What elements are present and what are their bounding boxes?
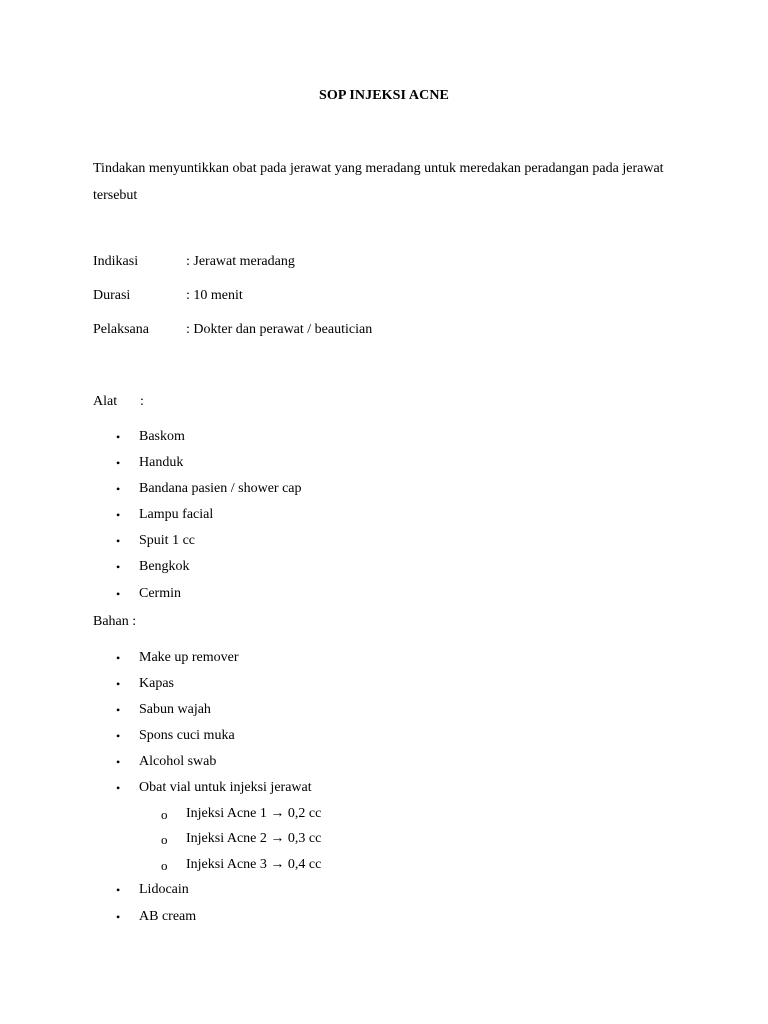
bullet-icon: • [116, 482, 121, 496]
sub-bullet-icon: o [161, 858, 168, 873]
sub-list-item: Injeksi Acne 3 → 0,4 cc [186, 857, 322, 872]
detail-row-pelaksana [93, 322, 372, 338]
sub-list-item: Injeksi Acne 1 → 0,2 cc [186, 806, 322, 821]
bullet-icon: • [116, 560, 121, 574]
detail-row-durasi [93, 288, 243, 304]
intro-paragraph: Tindakan menyuntikkan obat pada jerawat yang meradang untuk meredakan peradangan pada jerawat tersebut [93, 161, 664, 203]
detail-value: : Dokter dan perawat / beautician [186, 322, 373, 337]
bullet-icon: • [116, 651, 121, 665]
section-label-alat [93, 394, 144, 410]
section-label-bahan [93, 614, 136, 630]
list-item: AB cream [139, 909, 197, 924]
sub-bullet-icon: o [161, 832, 168, 847]
list-item: Sabun wajah [139, 702, 211, 717]
sub-bullet-icon: o [161, 807, 168, 822]
bullet-icon: • [116, 883, 121, 897]
alat-label: Alat [93, 394, 118, 409]
sub-list-item: Injeksi Acne 2 → 0,3 cc [186, 831, 322, 846]
bahan-colon: : [132, 614, 137, 629]
detail-key: Pelaksana [93, 322, 149, 337]
list-item: Spons cuci muka [139, 728, 235, 743]
bullet-icon: • [116, 755, 121, 769]
bullet-icon: • [116, 456, 121, 470]
bahan-label: Bahan [93, 614, 129, 629]
list-item: Cermin [139, 586, 181, 601]
list-item: Handuk [139, 455, 184, 470]
detail-row-indikasi [93, 254, 295, 270]
bullet-icon: • [116, 508, 121, 522]
detail-key: Indikasi [93, 254, 139, 269]
bullet-icon: • [116, 677, 121, 691]
bullet-icon: • [116, 587, 121, 601]
page-title: SOP INJEKSI ACNE [319, 88, 449, 103]
list-item: Bandana pasien / shower cap [139, 481, 302, 496]
list-item: Make up remover [139, 650, 239, 665]
bullet-icon: • [116, 430, 121, 444]
alat-colon: : [140, 394, 144, 409]
bullet-icon: • [116, 729, 121, 743]
bullet-icon: • [116, 534, 121, 548]
bullet-icon: • [116, 910, 121, 924]
detail-value: : Jerawat meradang [186, 254, 295, 269]
list-item: Lidocain [139, 882, 189, 897]
list-item: Spuit 1 cc [139, 533, 195, 548]
list-item: Alcohol swab [139, 754, 217, 769]
detail-value: : 10 menit [186, 288, 243, 303]
list-item: Baskom [139, 429, 185, 444]
detail-key: Durasi [93, 288, 131, 303]
list-item: Bengkok [139, 559, 190, 574]
list-item: Lampu facial [139, 507, 214, 522]
list-item: Obat vial untuk injeksi jerawat [139, 780, 312, 795]
bullet-icon: • [116, 703, 121, 717]
list-item: Kapas [139, 676, 174, 691]
bullet-icon: • [116, 781, 121, 795]
